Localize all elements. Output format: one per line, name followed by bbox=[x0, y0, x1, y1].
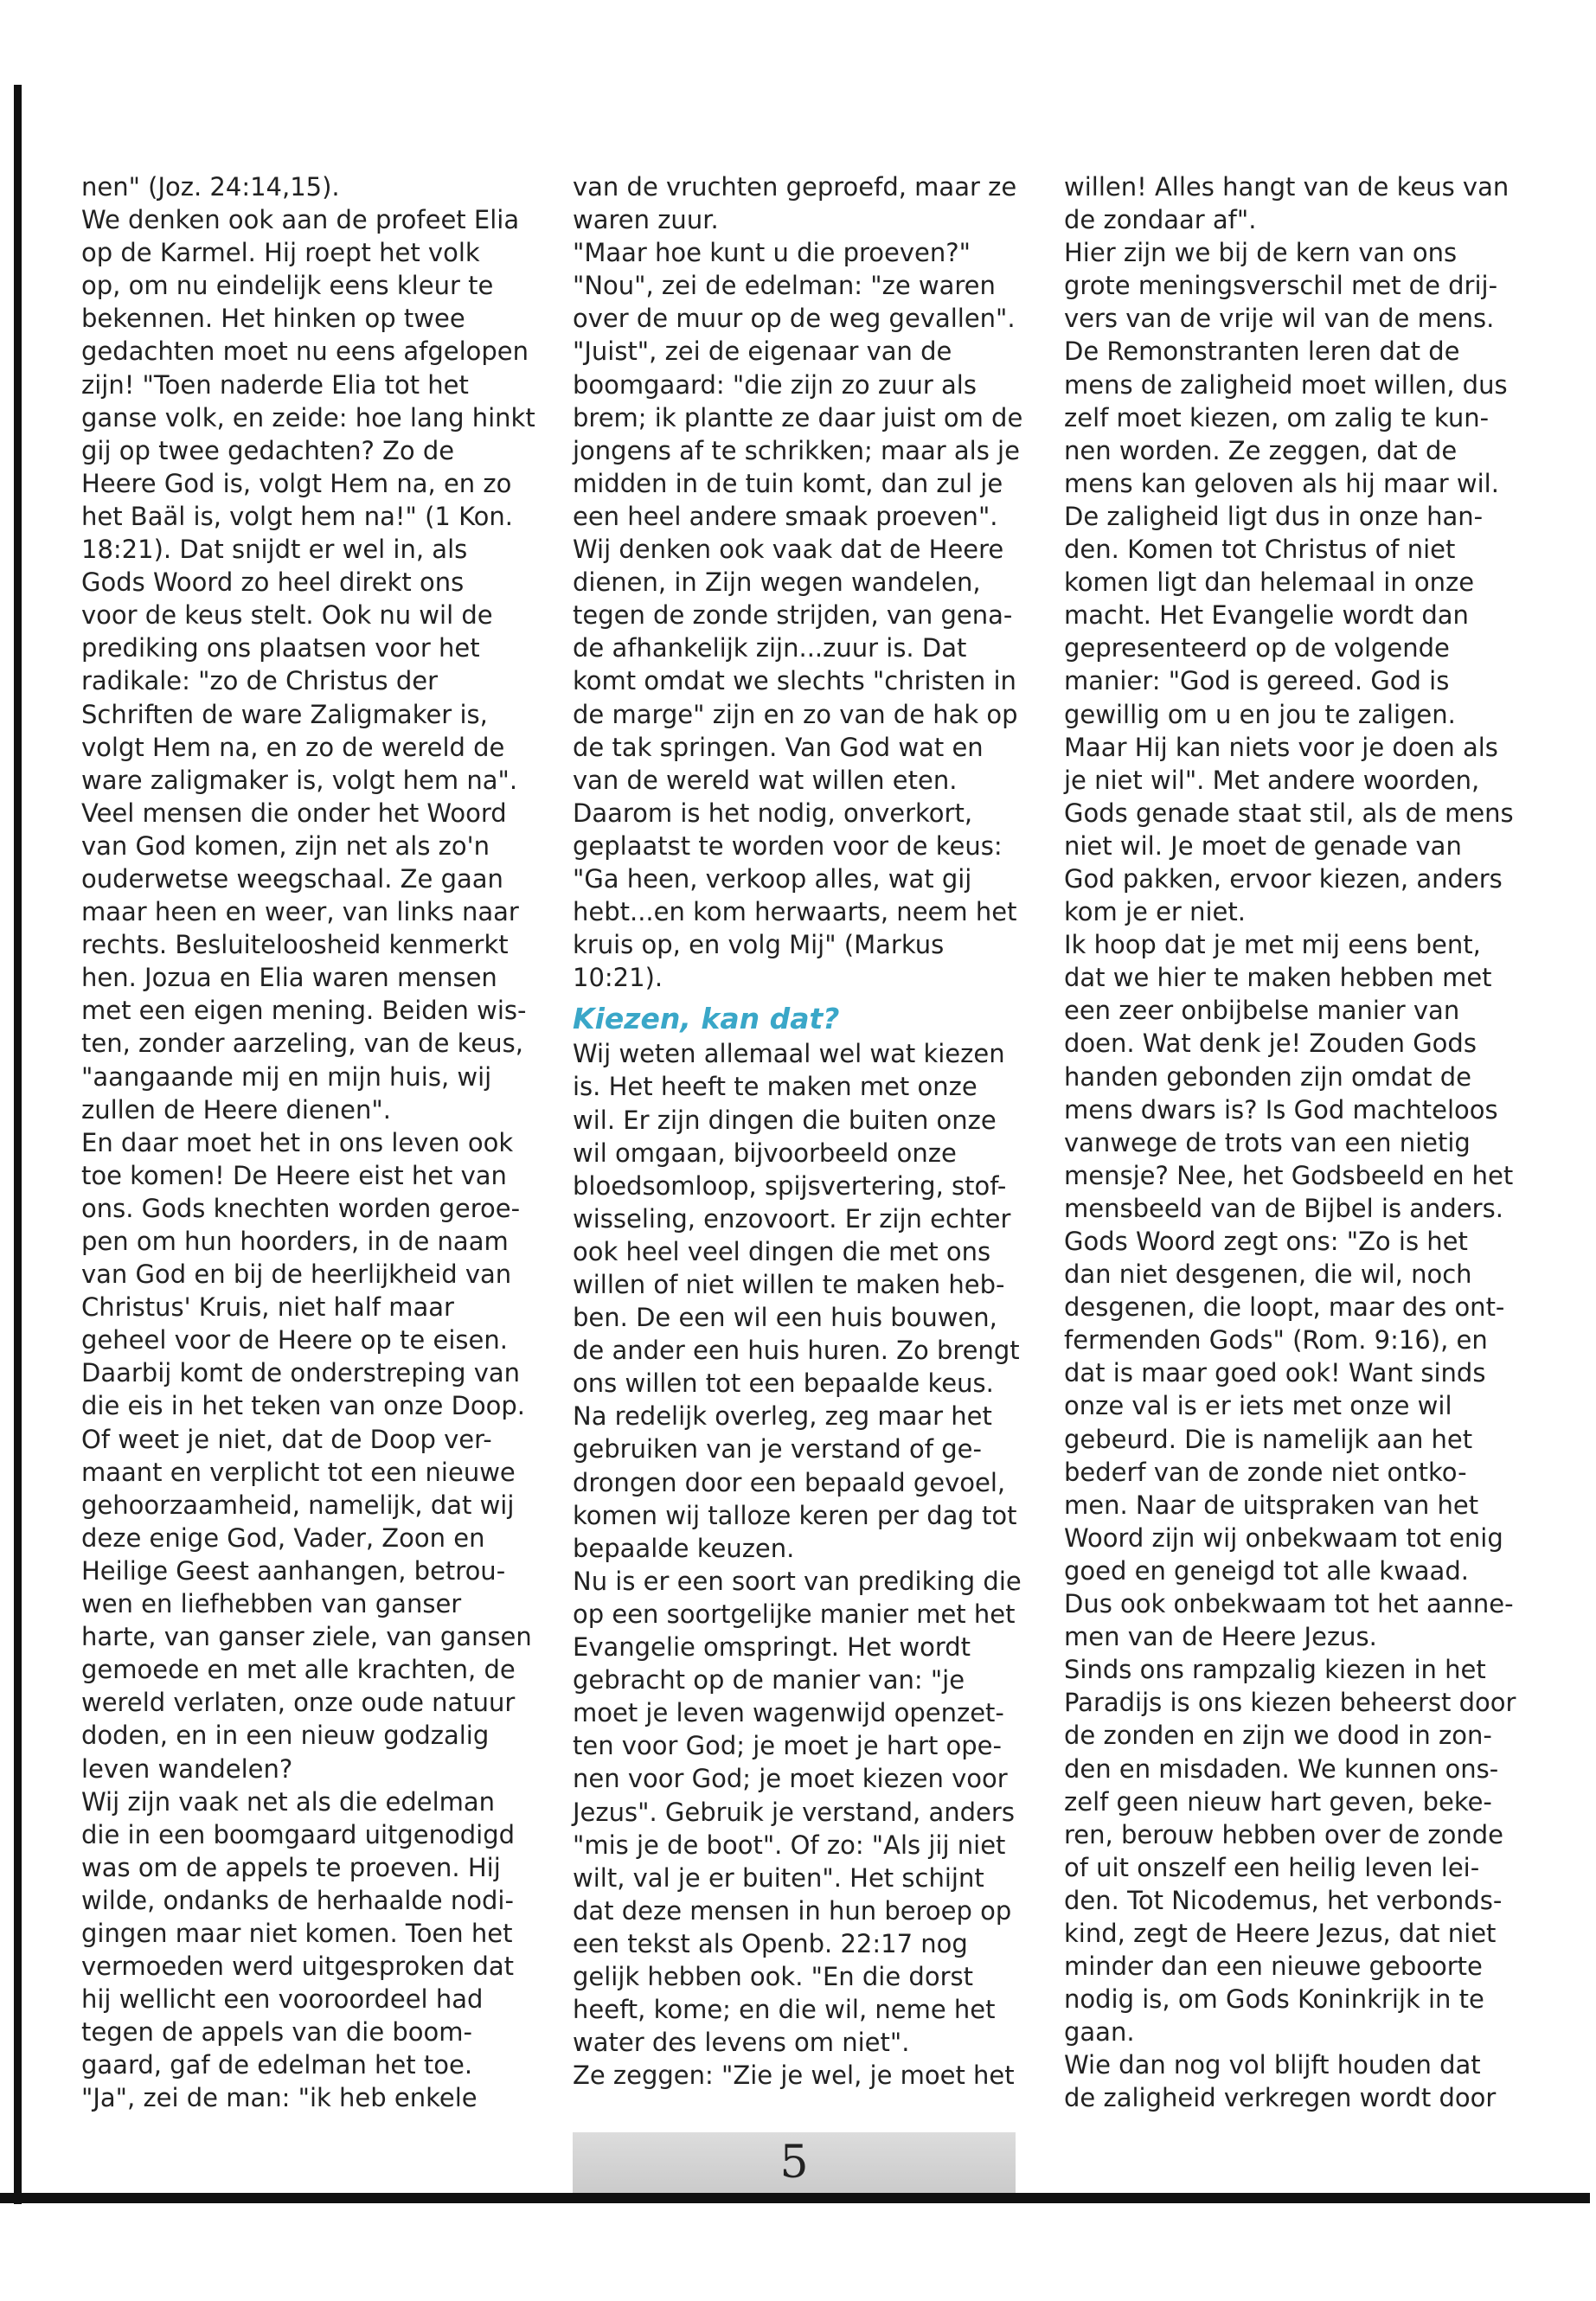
text-line: doen. Wat denk je! Zouden Gods bbox=[1064, 1029, 1477, 1059]
text-column-1 bbox=[81, 170, 579, 2115]
text-line: Christus' Kruis, niet half maar bbox=[81, 1292, 454, 1323]
text-line: goed en geneigd tot alle kwaad. bbox=[1064, 1555, 1469, 1586]
text-line: deze enige God, Vader, Zoon en bbox=[81, 1522, 485, 1553]
column-2-text-before-heading bbox=[573, 170, 1070, 994]
text-line: die eis in het teken van onze Doop. bbox=[81, 1391, 526, 1421]
text-line: jongens af te schrikken; maar als je bbox=[573, 435, 1020, 465]
text-line: tegen de zonde strijden, van gena- bbox=[573, 600, 1013, 631]
text-line: Wij weten allemaal wel wat kiezen bbox=[573, 1039, 1005, 1069]
text-line: Gods genade staat stil, als de mens bbox=[1064, 798, 1514, 828]
text-line: gedachten moet nu eens afgelopen bbox=[81, 336, 529, 367]
text-line: de zonden en zijn we dood in zon- bbox=[1064, 1721, 1492, 1751]
text-line: wilde, ondanks de herhaalde nodi- bbox=[81, 1885, 514, 1915]
text-line: ganse volk, en zeide: hoe lang hinkt bbox=[81, 402, 535, 433]
text-line: We denken ook aan de profeet Elia bbox=[81, 205, 520, 235]
text-line: drongen door een bepaald gevoel, bbox=[573, 1467, 1006, 1497]
text-line: Wie dan nog vol blijft houden dat bbox=[1064, 2050, 1481, 2080]
text-line: bederf van de zonde niet ontko- bbox=[1064, 1457, 1467, 1487]
text-line: komen ligt dan helemaal in onze bbox=[1064, 567, 1475, 598]
text-line: waren zuur. bbox=[573, 205, 719, 235]
text-line: handen gebonden zijn omdat de bbox=[1064, 1061, 1471, 1092]
text-column-2 bbox=[573, 170, 1070, 2092]
text-line: "mis je de boot". Of zo: "Als jij niet bbox=[573, 1830, 1006, 1860]
text-line: bekennen. Het hinken op twee bbox=[81, 304, 465, 334]
text-line: met een eigen mening. Beiden wis- bbox=[81, 996, 527, 1026]
text-line: dienen, in Zijn wegen wandelen, bbox=[573, 567, 981, 598]
text-line: komt omdat we slechts "christen in bbox=[573, 666, 1016, 696]
text-line: God pakken, ervoor kiezen, anders bbox=[1064, 863, 1503, 894]
text-line: de zaligheid verkregen wordt door bbox=[1064, 2083, 1497, 2113]
text-line: Paradijs is ons kiezen beheerst door bbox=[1064, 1688, 1516, 1718]
text-line: prediking ons plaatsen voor het bbox=[81, 633, 480, 663]
text-line: wilt, val je er buiten". Het schijnt bbox=[573, 1862, 984, 1893]
text-line: Na redelijk overleg, zeg maar het bbox=[573, 1401, 992, 1432]
text-line: zelf geen nieuw hart geven, beke- bbox=[1064, 1786, 1492, 1817]
text-line: mensbeeld van de Bijbel is anders. bbox=[1064, 1193, 1503, 1223]
text-line: mens kan geloven als hij maar wil. bbox=[1064, 468, 1499, 498]
text-line: Sinds ons rampzalig kiezen in het bbox=[1064, 1655, 1486, 1685]
text-line: de tak springen. Van God wat en bbox=[573, 732, 984, 762]
page-number: 5 bbox=[779, 2137, 809, 2189]
text-line: gebracht op de manier van: "je bbox=[573, 1665, 965, 1695]
text-line: ten, zonder aarzeling, van de keus, bbox=[81, 1029, 523, 1059]
text-line: kruis op, en volg Mij" (Markus bbox=[573, 930, 945, 960]
text-column-3 bbox=[1064, 170, 1561, 2115]
text-line: De Remonstranten leren dat de bbox=[1064, 336, 1460, 367]
text-line: Ik hoop dat je met mij eens bent, bbox=[1064, 930, 1481, 960]
text-line: 10:21). bbox=[573, 963, 663, 993]
text-line: radikale: "zo de Christus der bbox=[81, 666, 439, 696]
text-line: "Maar hoe kunt u die proeven?" bbox=[573, 238, 971, 268]
text-line: moet je leven wagenwijd openzet- bbox=[573, 1698, 1004, 1728]
text-line: Gods Woord zo heel direkt ons bbox=[81, 567, 465, 598]
text-line: gemoede en met alle krachten, de bbox=[81, 1655, 516, 1685]
text-line: op, om nu eindelijk eens kleur te bbox=[81, 271, 494, 301]
text-line: volgt Hem na, en zo de wereld de bbox=[81, 732, 505, 762]
text-line: leven wandelen? bbox=[81, 1753, 293, 1784]
text-line: gaan. bbox=[1064, 2017, 1135, 2048]
text-line: komen wij talloze keren per dag tot bbox=[573, 1500, 1017, 1530]
text-line: Heere God is, volgt Hem na, en zo bbox=[81, 468, 512, 498]
section-heading: Kiezen, kan dat? bbox=[573, 1002, 840, 1036]
text-line: den. Komen tot Christus of niet bbox=[1064, 535, 1456, 565]
text-line: Wij denken ook vaak dat de Heere bbox=[573, 535, 1004, 565]
text-line: De zaligheid ligt dus in onze han- bbox=[1064, 501, 1484, 531]
text-line: heeft, kome; en die wil, neme het bbox=[573, 1995, 996, 2025]
text-line: van God en bij de heerlijkheid van bbox=[81, 1259, 512, 1290]
text-line: nen" (Joz. 24:14,15). bbox=[81, 172, 340, 202]
text-line: kom je er niet. bbox=[1064, 897, 1246, 927]
text-line: gehoorzaamheid, namelijk, dat wij bbox=[81, 1490, 515, 1520]
text-line: gebeurd. Die is namelijk aan het bbox=[1064, 1424, 1473, 1454]
text-line: over de muur op de weg gevallen". bbox=[573, 304, 1016, 334]
text-line: willen! Alles hangt van de keus van bbox=[1064, 172, 1509, 202]
text-line: niet wil. Je moet de genade van bbox=[1064, 830, 1462, 861]
text-line: boomgaard: "die zijn zo zuur als bbox=[573, 369, 977, 400]
text-line: tegen de appels van die boom- bbox=[81, 2017, 473, 2048]
text-line: grote meningsverschil met de drij- bbox=[1064, 271, 1498, 301]
text-line: toe komen! De Heere eist het van bbox=[81, 1160, 507, 1190]
text-line: wil omgaan, bijvoorbeeld onze bbox=[573, 1138, 957, 1168]
text-line: de zondaar af". bbox=[1064, 205, 1257, 235]
text-line: of uit onszelf een heilig leven lei- bbox=[1064, 1852, 1480, 1882]
text-line: ouderwetse weegschaal. Ze gaan bbox=[81, 863, 503, 894]
text-line: minder dan een nieuwe geboorte bbox=[1064, 1952, 1483, 1982]
text-line: is. Het heeft te maken met onze bbox=[573, 1072, 977, 1102]
text-line: hij wellicht een vooroordeel had bbox=[81, 1984, 484, 2015]
text-line: van de wereld wat willen eten. bbox=[573, 765, 958, 795]
text-line: gebruiken van je verstand of ge- bbox=[573, 1434, 982, 1465]
text-line: was om de appels te proeven. Hij bbox=[81, 1852, 501, 1882]
text-line: voor de keus stelt. Ook nu wil de bbox=[81, 600, 493, 631]
text-line: Heilige Geest aanhangen, betrou- bbox=[81, 1555, 506, 1586]
text-line: "Nou", zei de edelman: "ze waren bbox=[573, 271, 996, 301]
text-line: kind, zegt de Heere Jezus, dat niet bbox=[1064, 1918, 1497, 1948]
column-2-text-after-heading bbox=[573, 1037, 1070, 2092]
text-line: ben. De een wil een huis bouwen, bbox=[573, 1303, 997, 1333]
text-line: van de vruchten geproefd, maar ze bbox=[573, 172, 1017, 202]
text-line: doden, en in een nieuw godzalig bbox=[81, 1721, 490, 1751]
text-line: wen en liefhebben van ganser bbox=[81, 1589, 462, 1619]
text-line: "Ga heen, verkoop alles, wat gij bbox=[573, 863, 972, 894]
text-line: "Juist", zei de eigenaar van de bbox=[573, 336, 952, 367]
text-line: mensje? Nee, het Godsbeeld en het bbox=[1064, 1160, 1514, 1190]
text-line: manier: "God is gereed. God is bbox=[1064, 666, 1450, 696]
text-line: nen worden. Ze zeggen, dat de bbox=[1064, 435, 1458, 465]
text-line: Wij zijn vaak net als die edelman bbox=[81, 1786, 496, 1817]
text-line: gelijk hebben ook. "En die dorst bbox=[573, 1961, 973, 1991]
text-line: ook heel veel dingen die met ons bbox=[573, 1236, 991, 1266]
text-line: die in een boomgaard uitgenodigd bbox=[81, 1819, 516, 1849]
text-line: 18:21). Dat snijdt er wel in, als bbox=[81, 535, 468, 565]
text-line: een heel andere smaak proeven". bbox=[573, 501, 998, 531]
text-line: nen voor God; je moet kiezen voor bbox=[573, 1764, 1008, 1794]
text-line: bloedsomloop, spijsvertering, stof- bbox=[573, 1170, 1007, 1201]
text-line: macht. Het Evangelie wordt dan bbox=[1064, 600, 1469, 631]
text-line: fermenden Gods" (Rom. 9:16), en bbox=[1064, 1325, 1488, 1356]
text-line: een tekst als Openb. 22:17 nog bbox=[573, 1928, 968, 1958]
text-line: water des levens om niet". bbox=[573, 2028, 910, 2058]
text-line: de ander een huis huren. Zo brengt bbox=[573, 1336, 1020, 1366]
text-line: harte, van ganser ziele, van gansen bbox=[81, 1622, 532, 1652]
text-line: vanwege de trots van een nietig bbox=[1064, 1127, 1471, 1157]
text-line: je niet wil". Met andere woorden, bbox=[1064, 765, 1480, 795]
text-line: men. Naar de uitspraken van het bbox=[1064, 1490, 1479, 1520]
text-line: onze val is er iets met onze wil bbox=[1064, 1391, 1452, 1421]
text-line: wereld verlaten, onze oude natuur bbox=[81, 1688, 516, 1718]
text-line: zullen de Heere dienen". bbox=[81, 1094, 391, 1125]
text-line: brem; ik plantte ze daar juist om de bbox=[573, 402, 1023, 433]
text-line: mens de zaligheid moet willen, dus bbox=[1064, 369, 1508, 400]
text-line: vermoeden werd uitgesproken dat bbox=[81, 1952, 515, 1982]
text-line: "Ja", zei de man: "ik heb enkele bbox=[81, 2083, 478, 2113]
text-line: vers van de vrije wil van de mens. bbox=[1064, 304, 1495, 334]
text-line: "aangaande mij en mijn huis, wij bbox=[81, 1061, 492, 1092]
text-line: Nu is er een soort van prediking die bbox=[573, 1566, 1022, 1596]
text-line: dat is maar goed ook! Want sinds bbox=[1064, 1358, 1486, 1388]
text-line: de marge" zijn en zo van de hak op bbox=[573, 699, 1018, 729]
text-line: een zeer onbijbelse manier van bbox=[1064, 996, 1460, 1026]
text-line: ware zaligmaker is, volgt hem na". bbox=[81, 765, 518, 795]
text-line: gepresenteerd op de volgende bbox=[1064, 633, 1450, 663]
text-line: ons willen tot een bepaalde keus. bbox=[573, 1368, 994, 1399]
text-line: ons. Gods knechten worden geroe- bbox=[81, 1193, 521, 1223]
text-line: hebt...en kom herwaarts, neem het bbox=[573, 897, 1017, 927]
text-line: willen of niet willen te maken heb- bbox=[573, 1270, 1005, 1299]
text-line: desgenen, die loopt, maar des ont- bbox=[1064, 1292, 1505, 1323]
text-line: zelf moet kiezen, om zalig te kun- bbox=[1064, 402, 1490, 433]
text-line: pen om hun hoorders, in de naam bbox=[81, 1227, 509, 1256]
text-line: het Baäl is, volgt hem na!" (1 Kon. bbox=[81, 501, 514, 531]
text-line: dat deze mensen in hun beroep op bbox=[573, 1895, 1012, 1926]
text-line: maant en verplicht tot een nieuwe bbox=[81, 1457, 516, 1487]
text-line: hen. Jozua en Elia waren mensen bbox=[81, 963, 497, 993]
text-line: Ze zeggen: "Zie je wel, je moet het bbox=[573, 2061, 1015, 2091]
text-line: de afhankelijk zijn...zuur is. Dat bbox=[573, 633, 967, 663]
text-line: gewillig om u en jou te zaligen. bbox=[1064, 699, 1456, 729]
text-line: midden in de tuin komt, dan zul je bbox=[573, 468, 1003, 498]
text-line: bepaalde keuzen. bbox=[573, 1533, 795, 1563]
text-line: den en misdaden. We kunnen ons- bbox=[1064, 1753, 1499, 1784]
text-line: op een soortgelijke manier met het bbox=[573, 1599, 1016, 1629]
page-number-box bbox=[573, 2132, 1016, 2193]
text-line: mens dwars is? Is God machteloos bbox=[1064, 1094, 1498, 1125]
text-line: Gods Woord zegt ons: "Zo is het bbox=[1064, 1227, 1468, 1256]
text-line: geplaatst te worden voor de keus: bbox=[573, 830, 1003, 861]
text-line: nodig is, om Gods Koninkrijk in te bbox=[1064, 1984, 1484, 2015]
text-line: men van de Heere Jezus. bbox=[1064, 1622, 1377, 1652]
text-line: geheel voor de Heere op te eisen. bbox=[81, 1325, 508, 1356]
text-line: gingen maar niet komen. Toen het bbox=[81, 1918, 513, 1948]
text-line: Daarom is het nodig, onverkort, bbox=[573, 798, 973, 828]
text-line: Evangelie omspringt. Het wordt bbox=[573, 1632, 971, 1663]
text-line: wil. Er zijn dingen die buiten onze bbox=[573, 1105, 997, 1135]
text-line: Veel mensen die onder het Woord bbox=[81, 798, 507, 828]
text-line: Dus ook onbekwaam tot het aanne- bbox=[1064, 1589, 1514, 1619]
text-line: Woord zijn wij onbekwaam tot enig bbox=[1064, 1522, 1503, 1553]
text-line: Daarbij komt de onderstreping van bbox=[81, 1358, 521, 1388]
text-line: En daar moet het in ons leven ook bbox=[81, 1127, 514, 1157]
text-line: gaard, gaf de edelman het toe. bbox=[81, 2050, 473, 2080]
text-line: Hier zijn we bij de kern van ons bbox=[1064, 238, 1458, 268]
text-line: maar heen en weer, van links naar bbox=[81, 897, 519, 927]
text-line: den. Tot Nicodemus, het verbonds- bbox=[1064, 1885, 1503, 1915]
text-line: van God komen, zijn net als zo'n bbox=[81, 830, 490, 861]
text-line: op de Karmel. Hij roept het volk bbox=[81, 238, 480, 268]
text-line: Schriften de ware Zaligmaker is, bbox=[81, 699, 488, 729]
text-line: rechts. Besluiteloosheid kenmerkt bbox=[81, 930, 509, 960]
text-line: ten voor God; je moet je hart ope- bbox=[573, 1731, 1002, 1761]
bottom-rule bbox=[0, 2193, 1590, 2203]
text-line: wisseling, enzovoort. Er zijn echter bbox=[573, 1203, 1011, 1234]
text-line: Jezus". Gebruik je verstand, anders bbox=[573, 1797, 1015, 1827]
text-line: dat we hier te maken hebben met bbox=[1064, 963, 1492, 993]
text-line: zijn! "Toen naderde Elia tot het bbox=[81, 369, 469, 400]
text-line: Of weet je niet, dat de Doop ver- bbox=[81, 1424, 492, 1454]
text-line: ren, berouw hebben over de zonde bbox=[1064, 1819, 1503, 1849]
text-line: dan niet desgenen, die wil, noch bbox=[1064, 1259, 1472, 1290]
text-line: gij op twee gedachten? Zo de bbox=[81, 435, 455, 465]
left-margin-rule bbox=[14, 85, 22, 2204]
text-line: Maar Hij kan niets voor je doen als bbox=[1064, 732, 1498, 762]
